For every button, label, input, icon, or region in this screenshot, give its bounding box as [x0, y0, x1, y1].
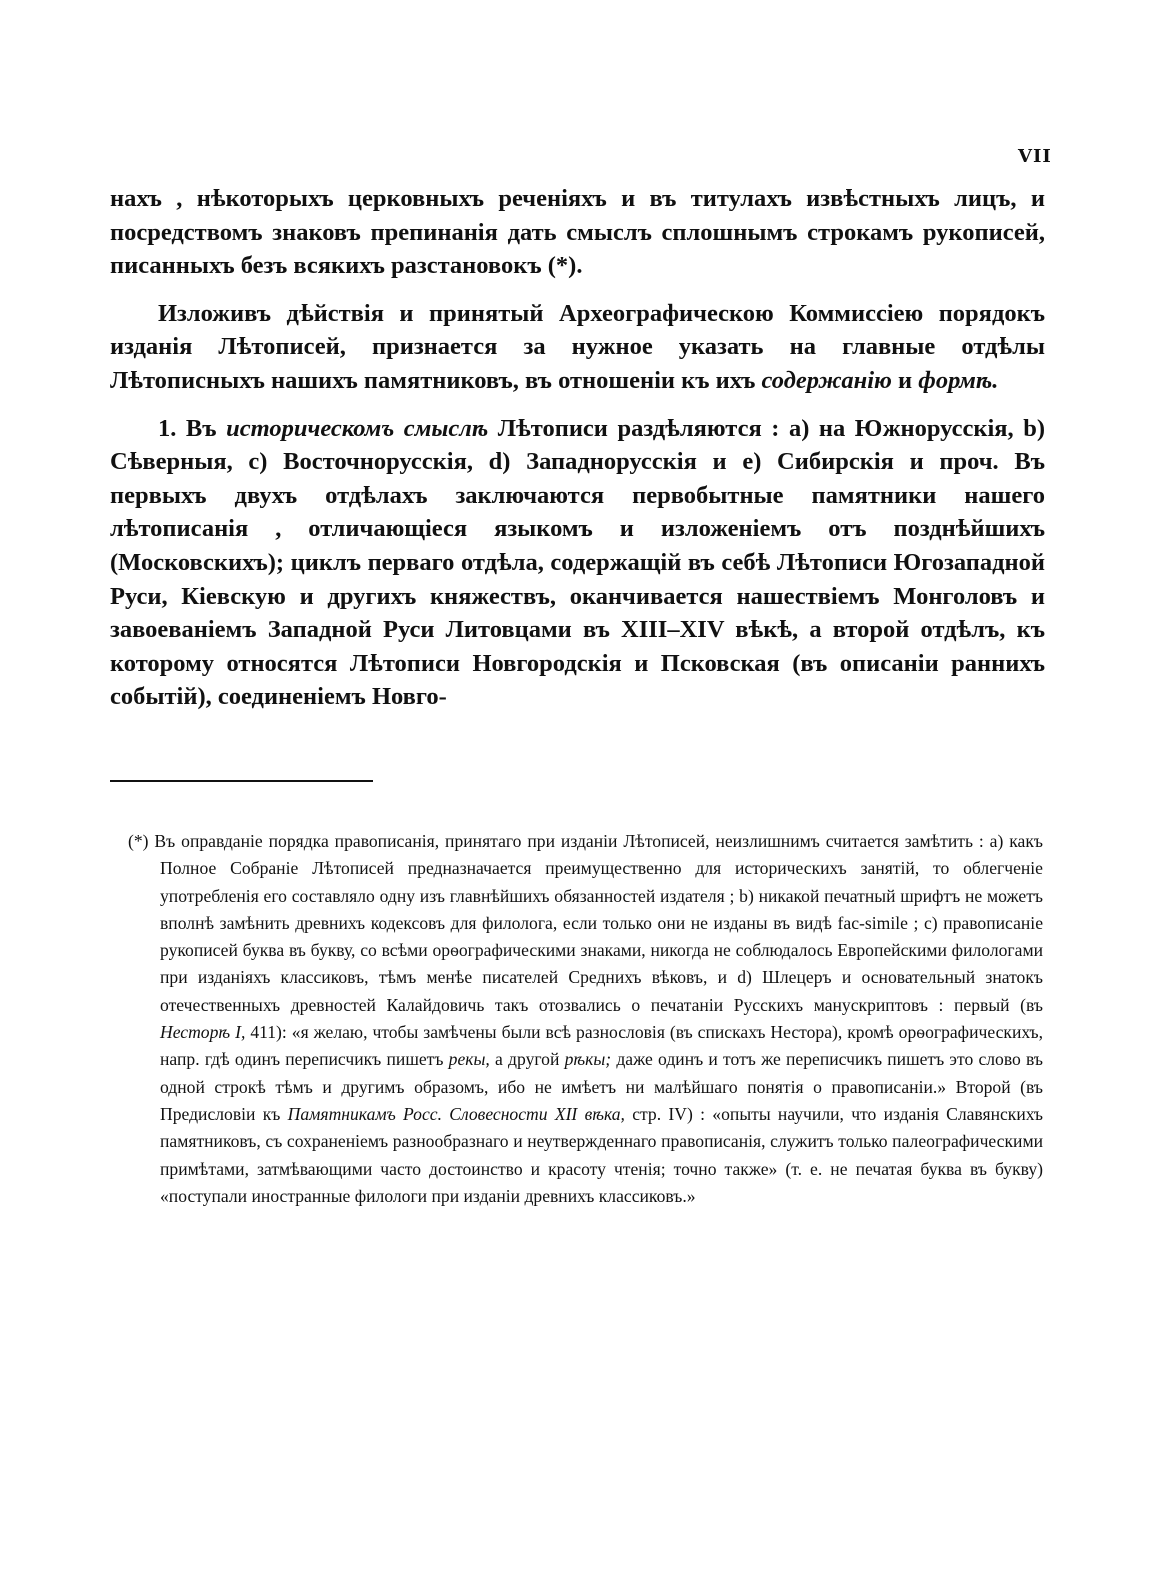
paragraph-3-emphasis: историческомъ смыслѣ: [226, 414, 489, 442]
paragraph-2-emphasis-content: содержанію: [761, 366, 892, 394]
paragraph-1: [110, 182, 1045, 283]
paragraph-2: [110, 297, 1045, 398]
paragraph-3: [110, 412, 1045, 714]
footnote-text-2: 411): «я желаю, чтобы замѣчены были всѣ разнословія (въ спискахъ Нестора), кромѣ орѳографическихъ, напр. гдѣ одинъ переписчикъ пишетъ: [160, 1022, 1043, 1070]
footnote-emphasis-3: рѣкы;: [564, 1049, 612, 1070]
paragraph-2-text-a: Изложивъ дѣйствія и принятый Археографическою Коммиссіею порядокъ изданія Лѣтописей, признается за нужное указать на главные отдѣлы Лѣтописныхъ нашихъ памятниковъ, въ отношеніи къ ихъ: [110, 299, 1045, 394]
footnote-emphasis-2: рекы,: [448, 1049, 490, 1070]
footnote-text-5: стр. IV) : «опыты научили, что изданія Славянскихъ памятниковъ, съ сохраненіемъ разнообразнаго и неутвержденнаго правописанія, служитъ только палеографическими примѣтами, затмѣвающими часто достоинство и красоту чтенія; точно также» (т. е. не печатая буква въ букву) «поступали иностранные филологи при изданіи древнихъ классиковъ.»: [160, 1103, 1043, 1206]
footnote-text-1: (*) Въ оправданіе порядка правописанія, принятаго при изданіи Лѣтописей, неизлишнимъ считается замѣтить : a) какъ Полное Собраніе Лѣтописей предназначается преимущественно для историческихъ занятій, то облегченіе употребленія его составляло одну изъ главнѣйшихъ обязанностей издателя ; b) никакой печатный шрифтъ не можетъ вполнѣ замѣнить древнихъ кодексовъ для филолога, если только они не изданы въ видѣ fac-simile ; c) правописаніе рукописей буква въ букву, со всѣми орѳографическими знаками, никогда не соблюдалось Европейскими филологами при изданіяхъ классиковъ, тѣмъ менѣе писателей Среднихъ вѣковъ, и d) Шлецеръ и основательный знатокъ отечественныхъ древностей Калайдовичь такъ отозвались о печатаніи Русскихъ манускриптовъ : первый (въ: [128, 831, 1043, 1015]
paragraph-1-text: нахъ , нѣкоторыхъ церковныхъ реченіяхъ и въ титулахъ извѣстныхъ лицъ, и посредствомъ знаковъ препинанія дать смыслъ сплошнымъ строкамъ рукописей, писанныхъ безъ всякихъ разстановокъ (*).: [110, 185, 1045, 280]
paragraph-3-text-a: 1. Въ: [158, 414, 227, 442]
footnote-paragraph: [128, 828, 1043, 1210]
footnote-emphasis-1: Несторѣ I,: [160, 1022, 246, 1043]
footnote-text-4: даже одинъ и тотъ же переписчикъ пишетъ это слово въ одной строкѣ тѣмъ и другимъ образомъ, ибо не имѣетъ ни малѣйшаго понятія о правописаніи.» Второй (въ Предисловіи къ: [160, 1049, 1043, 1124]
page-number: VII: [1018, 146, 1052, 167]
paragraph-3-text-b: Лѣтописи раздѣляются : a) на Южнорусскія, b) Сѣверныя, c) Восточнорусскія, d) Западнорусскія и e) Сибирскія и проч. Въ первыхъ двухъ отдѣлахъ заключаются первобытные памятники нашего лѣтописанія , отличающіеся языкомъ и изложеніемъ отъ позднѣйшихъ (Московскихъ); циклъ перваго отдѣла, содержащій въ себѣ Лѣтописи Югозападной Руси, Кіевскую и другихъ княжествъ, оканчивается нашествіемъ Монголовъ и завоеваніемъ Западной Руси Литовцами въ XIII–XIV вѣкѣ, а второй отдѣлъ, къ которому относятся Лѣтописи Новгородскія и Псковская (въ описаніи раннихъ событій), соединеніемъ Новго-: [110, 414, 1046, 711]
footnote: [128, 828, 1043, 1210]
paragraph-2-emphasis-form: формѣ.: [918, 366, 999, 394]
main-text: [110, 182, 1045, 714]
paragraph-2-text-b: и: [891, 366, 919, 394]
footnote-emphasis-4: Памятникамъ Росс. Словесности XII вѣка,: [287, 1103, 625, 1124]
footnote-text-3: а другой: [489, 1049, 565, 1070]
footnote-divider: [110, 780, 373, 782]
